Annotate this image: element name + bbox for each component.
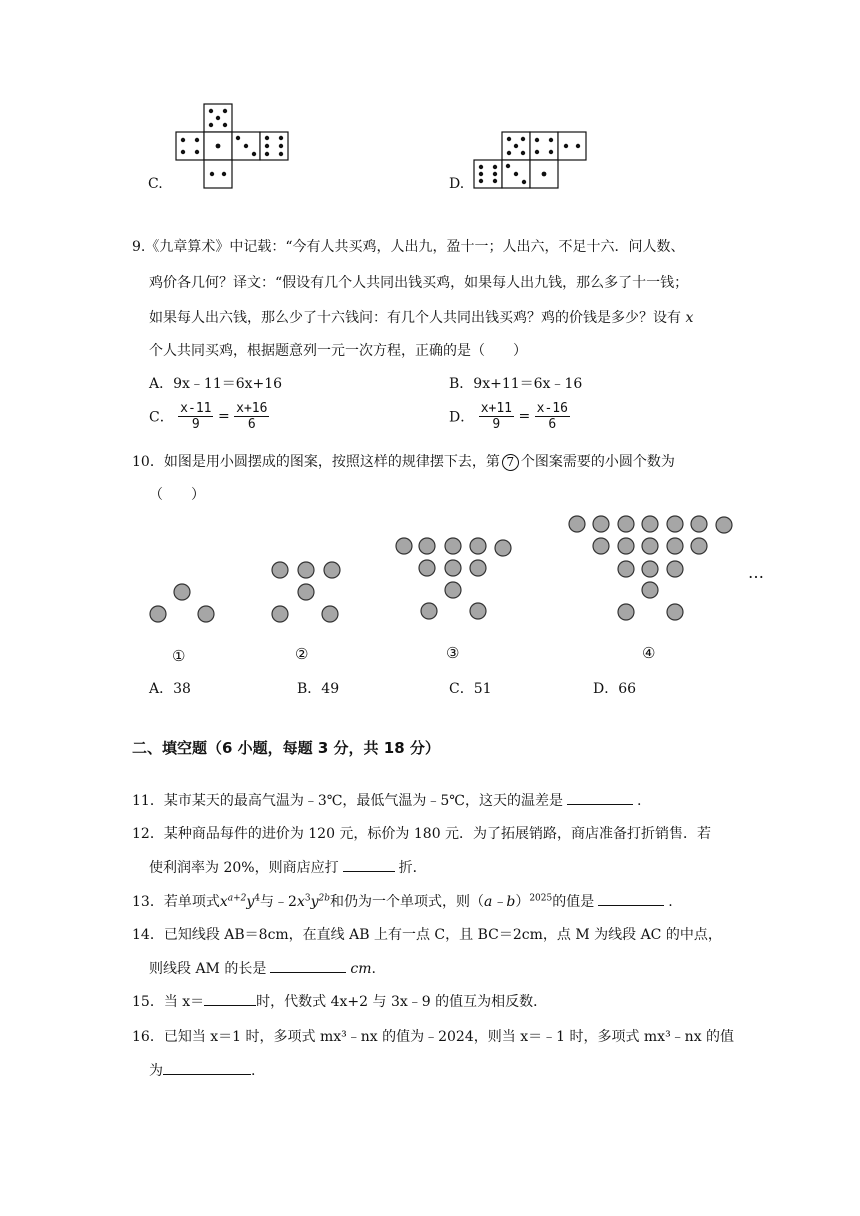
pattern-label-4: ④ [642,644,656,662]
answer-blank[interactable] [163,1062,251,1075]
fraction: $\frac{x+16}{6}$ [236,401,268,432]
fraction: $\frac{x-11}{9}$ [180,401,212,432]
section-title: 二、填空题（6 小题，每题 3 分，共 18 分） [132,739,440,757]
fraction: $\frac{x-16}{6}$ [536,401,568,432]
option-d-label[interactable]: D. [449,176,465,192]
pattern-label-3: ③ [446,644,460,662]
q12-line2: 使利润率为 20%，则商店应打 折． [149,860,427,876]
pattern-1 [150,584,214,622]
dice-net-c [176,104,296,190]
q12-line1: 12．某种商品每件的进价为 120 元，标价为 180 元．为了拓展销路，商店准备打折销售．若 [132,826,712,842]
q14-line2: 则线段 AM 的长是 cm. [149,961,376,977]
q10-option-b[interactable]: B．49 [297,681,340,697]
q9-option-a[interactable]: A．9x﹣11＝6x+16 [149,376,283,392]
pattern-2 [272,562,340,622]
answer-blank[interactable] [343,859,395,872]
q9-line4: 个人共同买鸡，根据题意列一元一次方程，正确的是（ ） [149,343,527,359]
answer-blank[interactable] [598,893,664,906]
q9-option-c[interactable]: C． $\frac{x-11}{9}$ = $\frac{x+16}{6}$ [149,401,268,432]
q14-line1: 14．已知线段 AB＝8cm，在直线 AB 上有一点 C，且 BC＝2cm，点 M 为线段 AC 的中点， [132,927,722,943]
q16-line1: 16．已知当 x＝1 时，多项式 mx³﹣nx 的值为﹣2024，则当 x＝﹣1 时，多项式 mx³﹣nx 的值 [132,1029,735,1045]
q9-line3: 如果每人出六钱，那么少了十六钱问：有几个人共同出钱买鸡？鸡的价钱是多少？设有 x [149,310,694,326]
circled-number: 7 [502,454,519,471]
pattern-3 [396,538,511,619]
q11: 11．某市某天的最高气温为﹣3℃，最低气温为﹣5℃，这天的温差是 . [132,793,642,809]
q16-line2: 为 . [149,1063,256,1079]
dice-net-d [474,132,594,192]
q9-line1: 9.《九章算术》中记载：“今有人共买鸡，人出九，盈十一；人出六，不足十六．问人数、 [132,239,685,255]
pattern-label-2: ② [295,645,309,663]
option-c-label[interactable]: C. [148,176,163,192]
pattern-4 [569,516,732,620]
q9-option-d[interactable]: D． $\frac{x+11}{9}$ = $\frac{x-16}{6}$ [449,401,568,432]
q10-option-c[interactable]: C．51 [449,681,492,697]
q13: 13．若单项式$x^{a+2}y^4$与$﹣2x^3y^{2b}$和仍为一个单项式，则（a﹣b）$^{2025}$的值是 . [132,893,673,910]
q9-option-b[interactable]: B．9x+11＝6x﹣16 [449,376,583,392]
fraction: $\frac{x+11}{9}$ [480,401,512,432]
q10-line2: （ ） [149,487,205,503]
q10-line1: 10．如图是用小圆摆成的图案，按照这样的规律摆下去，第 7 个图案需要的小圆个数为 [132,454,675,470]
answer-blank[interactable] [204,993,256,1006]
answer-blank[interactable] [567,792,633,805]
q9-line2: 鸡价各几何？译文：“假设有几个人共同出钱买鸡，如果每人出九钱，那么多了十一钱； [149,275,689,291]
answer-blank[interactable] [270,960,346,973]
q15: 15．当 x＝ 时，代数式 4x+2 与 3x﹣9 的值互为相反数． [132,994,548,1010]
pattern-label-1: ① [172,647,186,665]
circle-patterns-figure [140,508,780,638]
ellipsis: … [748,563,764,582]
q10-option-a[interactable]: A．38 [149,681,191,697]
q10-option-d[interactable]: D．66 [593,681,637,697]
